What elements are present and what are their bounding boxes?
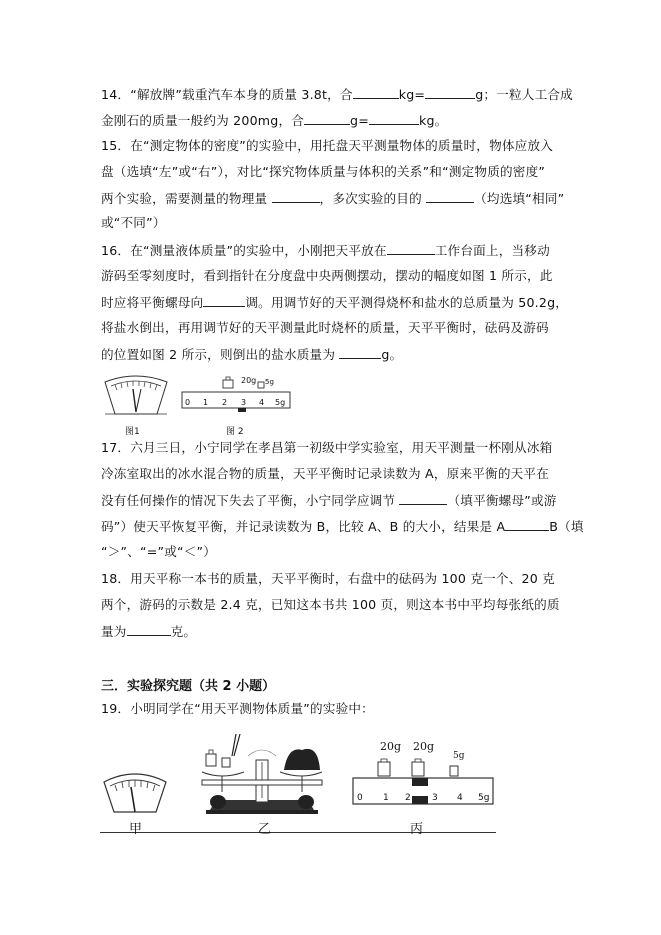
q17-text: B（填: [549, 519, 584, 534]
tick-label: 5g: [478, 793, 490, 803]
q16-text: 工作台面上，当移动: [434, 243, 550, 258]
q18-line2: 两个，游码的示数是 2.4 克，已知这本书共 100 页，则这本书中平均每张纸的质: [101, 597, 560, 612]
tick-label: 1: [383, 793, 389, 803]
answer-blank: [426, 190, 474, 203]
weight-20g-label: 20g: [380, 740, 402, 753]
answer-blank: [353, 86, 399, 99]
tick-label: 0: [185, 398, 191, 407]
q17-line2: 冷冻室取出的冰水混合物的质量，天平平衡时记录读数为 A，原来平衡的天平在: [101, 466, 550, 481]
q14-line1: [101, 86, 573, 103]
figure-2-caption: 图 2: [226, 427, 244, 437]
q16-text: 调。用调节好的天平测得烧杯和盐水的总质量为 50.2g，: [245, 295, 569, 310]
caption-yi: 乙: [258, 822, 272, 837]
tick-label: 4: [457, 793, 463, 803]
q16-line1: [101, 242, 550, 259]
dial-figure-jia: [100, 768, 170, 820]
q17-text: （填平衡螺母”或游: [447, 493, 557, 508]
q14-text: g；一粒人工合成: [475, 87, 573, 102]
q16-text: 16．在“测量液体质量”的实验中，小刚把天平放在: [101, 243, 387, 258]
figure-baseline: [100, 832, 496, 833]
tick-label: 3: [432, 793, 438, 803]
q18-text: 量为: [101, 624, 127, 639]
q15-line3: [101, 190, 564, 207]
q14-text: kg。: [418, 113, 448, 128]
answer-blank: [399, 492, 447, 505]
q19-line1: 19．小明同学在“用天平测物体质量”的实验中：: [101, 701, 374, 716]
q15-line2: 盘（选填“左”或“右”），对比“探究物体质量与体积的关系”和“测定物质的密度”: [101, 164, 546, 179]
q18-line3: [101, 623, 196, 640]
q17-line4: [101, 518, 584, 535]
weight-5g-label: 5g: [453, 751, 465, 761]
answer-blank: [339, 346, 381, 359]
q14-text: 14．“解放牌”载重汽车本身的质量 3.8t，合: [101, 87, 353, 102]
rider-scale-figure-bing: [350, 758, 496, 814]
q17-text: 没有任何操作的情况下失去了平衡，小宁同学应调节: [101, 493, 396, 508]
q15-text: ，多次实验的目的: [319, 191, 422, 206]
answer-blank: [387, 242, 435, 255]
q16-text: 的位置如图 2 所示，则倒出的盐水质量为: [101, 347, 336, 362]
answer-blank: [272, 190, 320, 203]
weight-5g-label: 5g: [265, 378, 274, 386]
section-heading: 三．实验探究题（共 2 小题）: [101, 679, 276, 694]
q17-text: 码”）使天平恢复平衡，并记录读数为 B，比较 A、B 的大小，结果是 A: [101, 519, 506, 534]
caption-bing: 丙: [410, 822, 424, 837]
q16-line5: [101, 346, 402, 363]
q14-text: 金刚石的质量一般约为 200mg，合: [101, 113, 305, 128]
answer-blank: [505, 518, 549, 531]
q15-text: （均选填“相同”: [474, 191, 565, 206]
q14-unit: kg=: [398, 87, 426, 102]
weight-20g-label: 20g: [413, 740, 435, 753]
tick-label: 5g: [275, 398, 286, 407]
dial-figure-1: [101, 372, 171, 424]
figure-1-caption: 图1: [125, 427, 140, 437]
answer-blank: [127, 623, 171, 636]
answer-blank: [304, 112, 350, 125]
answer-blank: [203, 294, 245, 307]
q17-line1: 17．六月三日，小宁同学在孝昌第一初级中学实验室，用天平测量一杯刚从冰箱: [101, 440, 553, 455]
q18-text: 克。: [170, 624, 197, 639]
q15-line4: 或“不同”）: [101, 215, 166, 230]
answer-blank: [425, 86, 475, 99]
answer-blank: [369, 112, 419, 125]
tick-label: 4: [259, 398, 265, 407]
q16-line4: 将盐水倒出，再用调节好的天平测量此时烧杯的质量，天平平衡时，砝码及游码: [101, 320, 549, 335]
tick-label: 3: [241, 398, 247, 407]
caption-jia: 甲: [129, 822, 143, 837]
q17-line3: [101, 492, 557, 509]
tick-label: 1: [203, 398, 209, 407]
weight-20g-label: 20g: [241, 376, 257, 385]
q15-text: 两个实验，需要测量的物理量: [101, 191, 268, 206]
tick-label: 2: [222, 398, 228, 407]
q16-text: g。: [381, 347, 403, 362]
q17-line5: “＞”、“=”或“＜”）: [101, 544, 217, 559]
q18-line1: 18．用天平称一本书的质量，天平平衡时，右盘中的砝码为 100 克一个、20 克: [101, 571, 555, 586]
tick-label: 0: [357, 793, 363, 803]
balance-figure-yi: [192, 730, 332, 822]
q15-line1: 15．在“测定物体的密度”的实验中，用托盘天平测量物体的质量时，物体应放入: [101, 138, 554, 153]
q16-line3: [101, 294, 568, 311]
q14-unit: g=: [350, 113, 369, 128]
q16-text: 时应将平衡螺母向: [101, 295, 204, 310]
q16-line2: 游码至零刻度时，看到指针在分度盘中央两侧摆动，摆动的幅度如图 1 所示，此: [101, 268, 553, 283]
rider-scale-figure-2: [180, 372, 292, 422]
q14-line2: [101, 112, 447, 129]
tick-label: 2: [405, 793, 411, 803]
